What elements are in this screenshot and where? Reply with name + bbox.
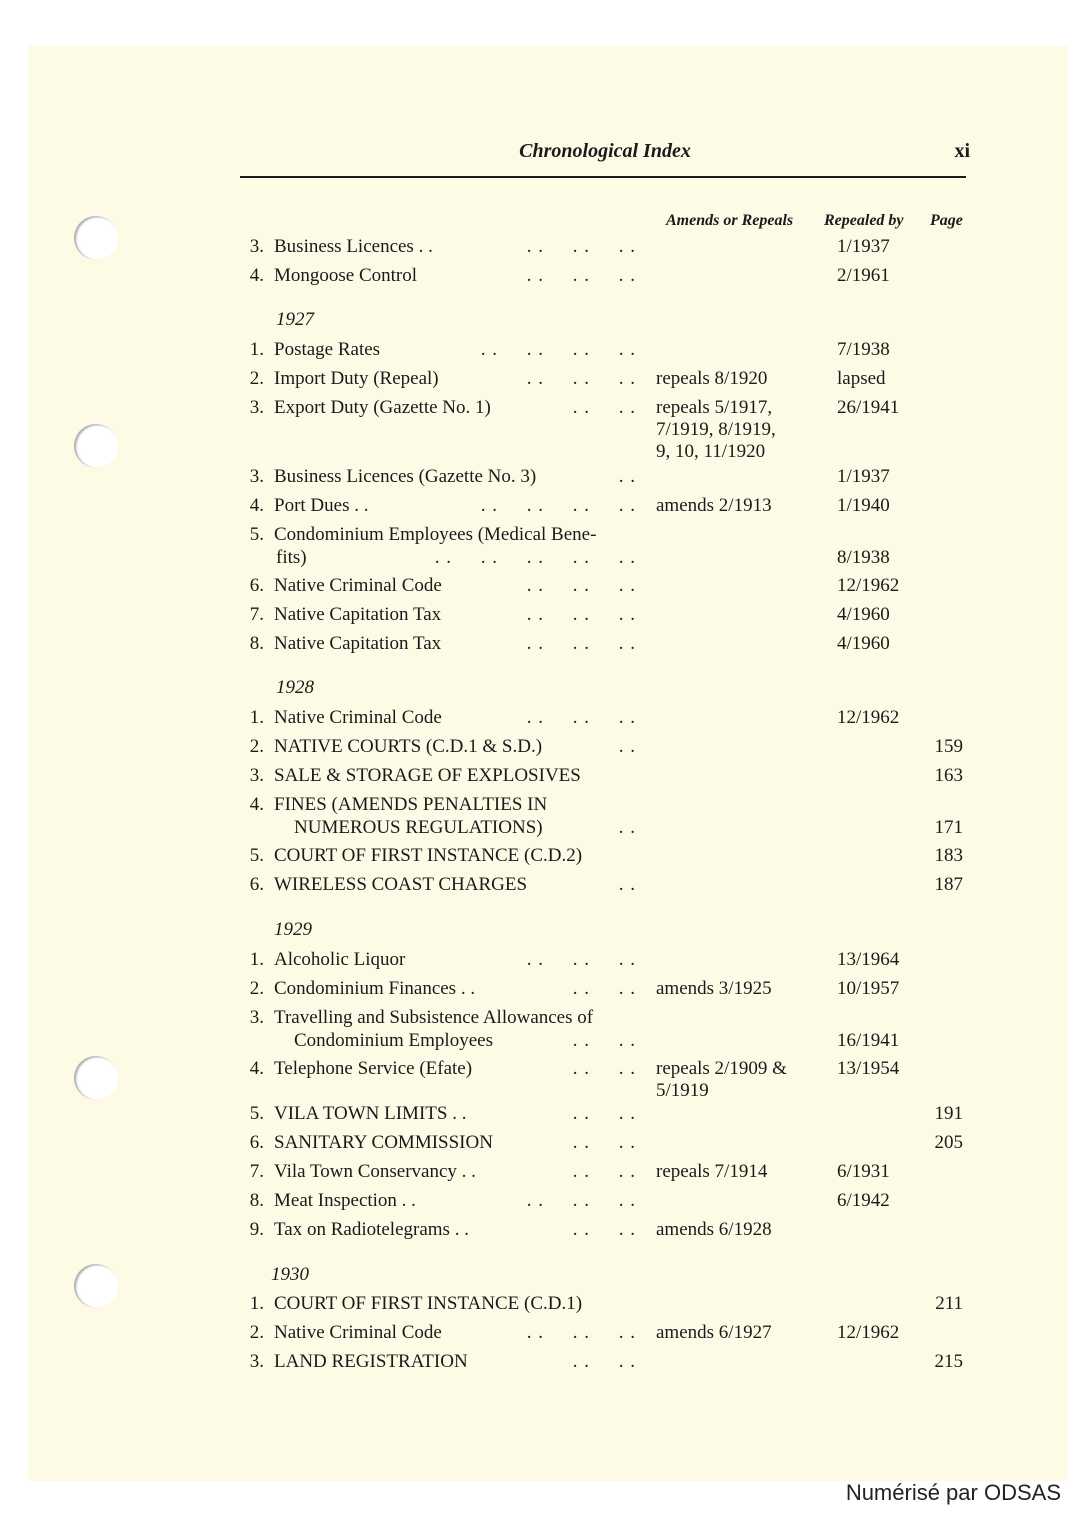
entry-title: Condominium Finances . . bbox=[274, 978, 476, 999]
repealed-by: 1/1937 bbox=[837, 236, 890, 257]
index-row bbox=[0, 844, 1073, 872]
page-title: Chronological Index bbox=[519, 140, 691, 162]
entry-title: Travelling and Subsistence Allowances of bbox=[274, 1007, 594, 1028]
page-reference: 171 bbox=[934, 817, 963, 838]
page-number: xi bbox=[954, 140, 970, 162]
entry-title-continued: fits) bbox=[276, 547, 307, 568]
entry-title: Alcoholic Liquor bbox=[274, 949, 406, 970]
entry-title: WIRELESS COAST CHARGES bbox=[274, 874, 528, 895]
entry-number: 7. bbox=[249, 604, 264, 625]
leader-dots: . . . . . . bbox=[526, 236, 636, 257]
page-reference: 191 bbox=[934, 1103, 963, 1124]
index-row bbox=[0, 793, 1073, 838]
entry-title: Export Duty (Gazette No. 1) bbox=[274, 397, 491, 418]
entry-number: 8. bbox=[249, 1190, 264, 1211]
page-reference: 215 bbox=[934, 1351, 963, 1372]
entry-number: 3. bbox=[249, 236, 264, 257]
amends-or-repeals: repeals 5/1917, bbox=[656, 397, 773, 418]
entry-title: Vila Town Conservancy . . bbox=[274, 1161, 476, 1182]
repealed-by: 4/1960 bbox=[837, 633, 890, 654]
entry-number: 5. bbox=[249, 1103, 264, 1124]
leader-dots: . . . . bbox=[572, 1103, 636, 1124]
amends-or-repeals: repeals 7/1914 bbox=[656, 1161, 768, 1182]
entry-number: 2. bbox=[249, 368, 264, 389]
entry-number: 3. bbox=[249, 765, 264, 786]
entry-number: 1. bbox=[249, 1293, 264, 1314]
index-row bbox=[0, 735, 1073, 763]
index-row bbox=[0, 632, 1073, 660]
leader-dots: . . . . bbox=[572, 1058, 636, 1079]
leader-dots: . . . . . . bbox=[526, 633, 636, 654]
leader-dots: . . . . bbox=[572, 978, 636, 999]
entry-title-continued: Condominium Employees bbox=[294, 1030, 493, 1051]
entry-title: Meat Inspection . . bbox=[274, 1190, 416, 1211]
index-row bbox=[0, 948, 1073, 976]
index-row bbox=[0, 574, 1073, 602]
entry-title: NATIVE COURTS (C.D.1 & S.D.) bbox=[274, 736, 543, 757]
leader-dots: . . . . . . bbox=[526, 604, 636, 625]
entry-title: Native Capitation Tax bbox=[274, 604, 442, 625]
index-row bbox=[0, 873, 1073, 901]
leader-dots: . . . . bbox=[572, 1030, 636, 1051]
index-row bbox=[0, 338, 1073, 366]
entry-title: Telephone Service (Efate) bbox=[274, 1058, 473, 1079]
binder-hole bbox=[74, 424, 118, 468]
index-row bbox=[0, 1160, 1073, 1188]
entry-number: 5. bbox=[249, 524, 264, 545]
repealed-by: 12/1962 bbox=[837, 575, 900, 596]
entry-number: 4. bbox=[249, 794, 264, 815]
amends-or-repeals: amends 6/1928 bbox=[656, 1219, 772, 1240]
index-row bbox=[0, 764, 1073, 792]
leader-dots: . . . . . . . . bbox=[480, 495, 636, 516]
year-heading: 1929 bbox=[274, 919, 312, 940]
page-reference: 183 bbox=[934, 845, 963, 866]
index-row bbox=[0, 1218, 1073, 1246]
entry-title: COURT OF FIRST INSTANCE (C.D.2) bbox=[274, 845, 583, 866]
entry-title: SALE & STORAGE OF EXPLOSIVES bbox=[274, 765, 581, 786]
amends-or-repeals-continued: 9, 10, 11/1920 bbox=[656, 441, 766, 462]
entry-number: 3. bbox=[249, 1007, 264, 1028]
repealed-by: 6/1942 bbox=[837, 1190, 890, 1211]
column-header-repealed-by: Repealed by bbox=[824, 212, 904, 229]
repealed-by: 1/1937 bbox=[837, 466, 890, 487]
entry-number: 5. bbox=[249, 845, 264, 866]
entry-title: FINES (AMENDS PENALTIES IN bbox=[274, 794, 548, 815]
entry-title: Condominium Employees (Medical Bene- bbox=[274, 524, 597, 545]
amends-or-repeals: amends 3/1925 bbox=[656, 978, 772, 999]
amends-or-repeals: repeals 8/1920 bbox=[656, 368, 768, 389]
page-reference: 205 bbox=[934, 1132, 963, 1153]
index-row bbox=[0, 264, 1073, 292]
index-row bbox=[0, 603, 1073, 631]
entry-number: 3. bbox=[249, 397, 264, 418]
leader-dots: . . bbox=[618, 736, 636, 757]
digitization-credit: Numérisé par ODSAS bbox=[845, 1480, 1061, 1505]
leader-dots: . . bbox=[618, 874, 636, 895]
leader-dots: . . . . bbox=[572, 1219, 636, 1240]
year-heading: 1930 bbox=[271, 1264, 309, 1285]
entry-number: 7. bbox=[249, 1161, 264, 1182]
leader-dots: . . . . . . bbox=[526, 575, 636, 596]
leader-dots: . . . . . . bbox=[526, 1190, 636, 1211]
index-row bbox=[0, 1350, 1073, 1378]
repealed-by: 16/1941 bbox=[837, 1030, 900, 1051]
entry-title: Business Licences (Gazette No. 3) bbox=[274, 466, 537, 487]
entry-number: 4. bbox=[249, 1058, 264, 1079]
leader-dots: . . . . bbox=[572, 1132, 636, 1153]
index-row bbox=[0, 396, 1073, 462]
leader-dots: . . . . . . bbox=[526, 265, 636, 286]
leader-dots: . . . . . . bbox=[526, 949, 636, 970]
header-rule bbox=[240, 176, 966, 178]
entry-title: COURT OF FIRST INSTANCE (C.D.1) bbox=[274, 1293, 583, 1314]
page-reference: 163 bbox=[934, 765, 963, 786]
entry-number: 3. bbox=[249, 1351, 264, 1372]
amends-or-repeals-continued: 5/1919 bbox=[656, 1080, 709, 1101]
index-row bbox=[0, 1006, 1073, 1051]
index-row bbox=[0, 977, 1073, 1005]
leader-dots: . . bbox=[618, 466, 636, 487]
entry-title: VILA TOWN LIMITS . . bbox=[274, 1103, 467, 1124]
repealed-by: 6/1931 bbox=[837, 1161, 890, 1182]
leader-dots: . . . . . . . . bbox=[480, 339, 636, 360]
entry-number: 2. bbox=[249, 1322, 264, 1343]
repealed-by: 12/1962 bbox=[837, 707, 900, 728]
index-row bbox=[0, 523, 1073, 568]
entry-title: Tax on Radiotelegrams . . bbox=[274, 1219, 469, 1240]
leader-dots: . . . . . . bbox=[526, 368, 636, 389]
leader-dots: . . . . bbox=[572, 1161, 636, 1182]
page-reference: 187 bbox=[934, 874, 963, 895]
leader-dots: . . . . . . . . . . bbox=[434, 547, 636, 568]
entry-number: 1. bbox=[249, 707, 264, 728]
index-row bbox=[0, 465, 1073, 493]
page-reference: 159 bbox=[934, 736, 963, 757]
leader-dots: . . bbox=[618, 817, 636, 838]
index-row bbox=[0, 367, 1073, 395]
entry-number: 2. bbox=[249, 736, 264, 757]
entry-number: 3. bbox=[249, 466, 264, 487]
entry-number: 4. bbox=[249, 265, 264, 286]
column-header-page: Page bbox=[930, 212, 963, 229]
entry-title: Mongoose Control bbox=[274, 265, 418, 286]
index-row bbox=[0, 1292, 1073, 1320]
leader-dots: . . . . . . bbox=[526, 1322, 636, 1343]
entry-title: Import Duty (Repeal) bbox=[274, 368, 439, 389]
year-heading: 1927 bbox=[276, 309, 314, 330]
repealed-by: 7/1938 bbox=[837, 339, 890, 360]
leader-dots: . . . . bbox=[572, 1351, 636, 1372]
entry-number: 6. bbox=[249, 874, 264, 895]
entry-title: SANITARY COMMISSION bbox=[274, 1132, 493, 1153]
amends-or-repeals-continued: 7/1919, 8/1919, bbox=[656, 419, 776, 440]
entry-number: 9. bbox=[249, 1219, 264, 1240]
entry-title: Native Criminal Code bbox=[274, 575, 442, 596]
entry-title: Postage Rates bbox=[274, 339, 381, 360]
repealed-by: 1/1940 bbox=[837, 495, 890, 516]
entry-title-continued: NUMEROUS REGULATIONS) bbox=[294, 817, 543, 838]
entry-title: Native Capitation Tax bbox=[274, 633, 442, 654]
repealed-by: 8/1938 bbox=[837, 547, 890, 568]
repealed-by: 2/1961 bbox=[837, 265, 890, 286]
repealed-by: 26/1941 bbox=[837, 397, 900, 418]
entry-number: 6. bbox=[249, 1132, 264, 1153]
column-header-amends: Amends or Repeals bbox=[666, 212, 794, 229]
entry-title: Business Licences . . bbox=[274, 236, 433, 257]
entry-number: 8. bbox=[249, 633, 264, 654]
entry-title: LAND REGISTRATION bbox=[274, 1351, 468, 1372]
repealed-by: 12/1962 bbox=[837, 1322, 900, 1343]
entry-title: Native Criminal Code bbox=[274, 707, 442, 728]
entry-number: 4. bbox=[249, 495, 264, 516]
index-row bbox=[0, 1189, 1073, 1217]
leader-dots: . . . . . . bbox=[526, 707, 636, 728]
year-heading: 1928 bbox=[276, 677, 314, 698]
entry-title: Native Criminal Code bbox=[274, 1322, 442, 1343]
index-row bbox=[0, 1057, 1073, 1101]
index-row bbox=[0, 235, 1073, 263]
index-row bbox=[0, 706, 1073, 734]
repealed-by: 10/1957 bbox=[837, 978, 900, 999]
repealed-by: lapsed bbox=[837, 368, 886, 389]
entry-number: 1. bbox=[249, 339, 264, 360]
index-row bbox=[0, 494, 1073, 522]
page-reference: 211 bbox=[935, 1293, 963, 1314]
amends-or-repeals: repeals 2/1909 & bbox=[656, 1058, 787, 1079]
repealed-by: 13/1964 bbox=[837, 949, 900, 970]
entry-title: Port Dues . . bbox=[274, 495, 369, 516]
repealed-by: 4/1960 bbox=[837, 604, 890, 625]
amends-or-repeals: amends 6/1927 bbox=[656, 1322, 772, 1343]
amends-or-repeals: amends 2/1913 bbox=[656, 495, 772, 516]
index-row bbox=[0, 1102, 1073, 1130]
entry-number: 1. bbox=[249, 949, 264, 970]
index-row bbox=[0, 1131, 1073, 1159]
repealed-by: 13/1954 bbox=[837, 1058, 900, 1079]
leader-dots: . . . . bbox=[572, 397, 636, 418]
index-row bbox=[0, 1321, 1073, 1349]
entry-number: 2. bbox=[249, 978, 264, 999]
entry-number: 6. bbox=[249, 575, 264, 596]
